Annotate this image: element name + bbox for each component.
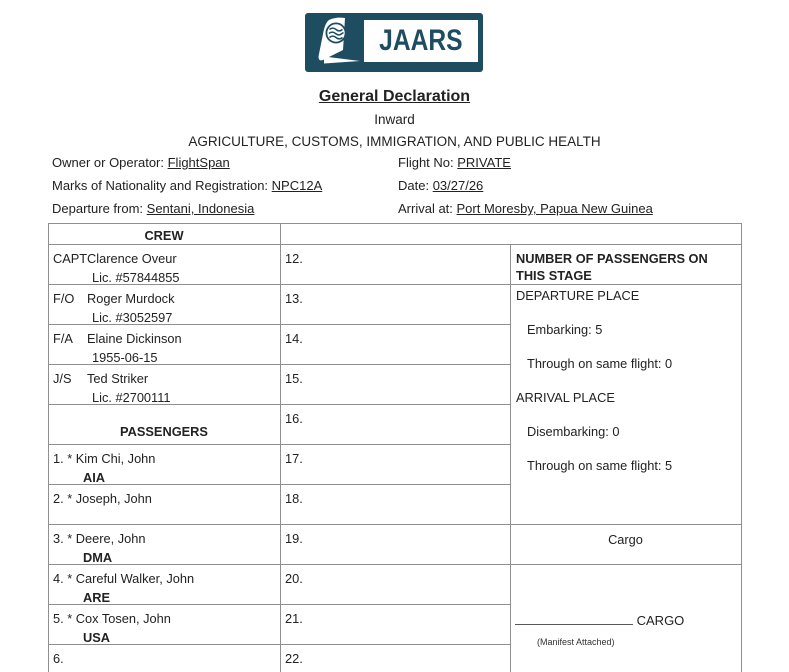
arrival-field xyxy=(398,201,653,216)
crew-row-js xyxy=(49,365,281,405)
owner-value: FlightSpan xyxy=(167,155,230,170)
passenger-name: 2. * Joseph, John xyxy=(53,491,152,506)
departure-field xyxy=(52,201,254,216)
crew-detail: 1955-06-15 xyxy=(92,350,158,365)
flight-no-value: PRIVATE xyxy=(457,155,511,170)
crew-row-fa xyxy=(49,325,281,365)
line-number-cell: 20. xyxy=(281,565,511,605)
arrival-label: Arrival at: xyxy=(398,201,457,216)
doc-subject: AGRICULTURE, CUSTOMS, IMMIGRATION, AND PUBLIC HEALTH xyxy=(188,134,601,149)
crew-role: CAPT xyxy=(53,251,88,266)
logo-word-panel xyxy=(364,20,478,62)
owner-field xyxy=(52,155,230,170)
declaration-table xyxy=(48,223,742,672)
passenger-name: 6. xyxy=(53,651,64,666)
flight-no-label: Flight No: xyxy=(398,155,458,170)
manifest-note: (Manifest Attached) xyxy=(537,637,615,647)
passenger-row xyxy=(49,445,281,485)
cargo-fill-in-blank xyxy=(515,612,633,625)
passenger-name: 4. * Careful Walker, John xyxy=(53,571,195,586)
date-value: 03/27/26 xyxy=(432,178,484,193)
doc-title: General Declaration xyxy=(318,88,471,105)
passenger-code: USA xyxy=(83,630,111,645)
registration-label: Marks of Nationality and Registration: xyxy=(52,178,272,193)
crew-role: J/S xyxy=(53,371,72,386)
date-label: Date: xyxy=(398,178,433,193)
passengers-section-header: PASSENGERS xyxy=(49,405,281,445)
crew-name: Clarence Oveur xyxy=(87,251,177,266)
line-number-cell: 18. xyxy=(281,485,511,525)
line-number-cell: 17. xyxy=(281,445,511,485)
flight-no-field xyxy=(398,155,511,170)
crew-detail: Lic. #2700111 xyxy=(92,390,171,405)
passenger-code: DMA xyxy=(83,550,113,565)
crew-name: Elaine Dickinson xyxy=(87,331,182,346)
brand-wordmark: JAARS xyxy=(379,24,463,57)
cargo-manifest-cell xyxy=(511,565,741,672)
stage-title: NUMBER OF PASSENGERS ON THIS STAGE xyxy=(511,245,741,285)
line-number-cell: 16. xyxy=(281,405,511,445)
jaars-logo xyxy=(305,13,483,72)
registration-value: NPC12A xyxy=(271,178,323,193)
crew-row-fo xyxy=(49,285,281,325)
line-number-cell: 14. xyxy=(281,325,511,365)
owner-label: Owner or Operator: xyxy=(52,155,168,170)
passenger-row xyxy=(49,605,281,645)
passenger-code: ARE xyxy=(83,590,111,605)
passenger-row xyxy=(49,525,281,565)
line-number-cell: 19. xyxy=(281,525,511,565)
passenger-name: 5. * Cox Tosen, John xyxy=(53,611,171,626)
through-departure-line: Through on same flight: 0 xyxy=(527,356,673,371)
cargo-label: CARGO xyxy=(636,613,685,628)
line-number-cell: 12. xyxy=(281,245,511,285)
doc-subtitle: Inward xyxy=(374,112,415,127)
date-field xyxy=(398,178,483,193)
registration-field xyxy=(52,178,322,193)
passenger-name: 3. * Deere, John xyxy=(53,531,146,546)
crew-detail: Lic. #3052597 xyxy=(92,310,173,325)
passenger-row xyxy=(49,565,281,605)
arrival-value: Port Moresby, Papua New Guinea xyxy=(456,201,653,216)
header-empty-cell xyxy=(281,224,741,245)
crew-section-header: CREW xyxy=(49,224,281,245)
line-number-cell: 13. xyxy=(281,285,511,325)
passenger-stage-block xyxy=(511,285,741,525)
crew-row-capt xyxy=(49,245,281,285)
line-number-cell: 15. xyxy=(281,365,511,405)
passenger-row xyxy=(49,645,281,672)
departure-place-label: DEPARTURE PLACE xyxy=(516,288,640,303)
passenger-code: AIA xyxy=(83,470,106,485)
through-arrival-line: Through on same flight: 5 xyxy=(527,458,673,473)
departure-value: Sentani, Indonesia xyxy=(146,201,255,216)
cargo-header-cell: Cargo xyxy=(511,525,741,565)
crew-name: Roger Murdock xyxy=(87,291,175,306)
crew-role: F/O xyxy=(53,291,75,306)
line-number-cell: 22. xyxy=(281,645,511,672)
line-number-cell: 21. xyxy=(281,605,511,645)
crew-detail: Lic. #57844855 xyxy=(92,270,180,285)
embarking-line: Embarking: 5 xyxy=(527,322,603,337)
departure-label: Departure from: xyxy=(52,201,147,216)
disembarking-line: Disembarking: 0 xyxy=(527,424,620,439)
airplane-tail-icon xyxy=(310,17,362,69)
passenger-name: 1. * Kim Chi, John xyxy=(53,451,156,466)
crew-role: F/A xyxy=(53,331,73,346)
crew-name: Ted Striker xyxy=(87,371,149,386)
arrival-place-label: ARRIVAL PLACE xyxy=(516,390,615,405)
cargo-blank-line xyxy=(515,611,684,630)
passenger-row xyxy=(49,485,281,525)
